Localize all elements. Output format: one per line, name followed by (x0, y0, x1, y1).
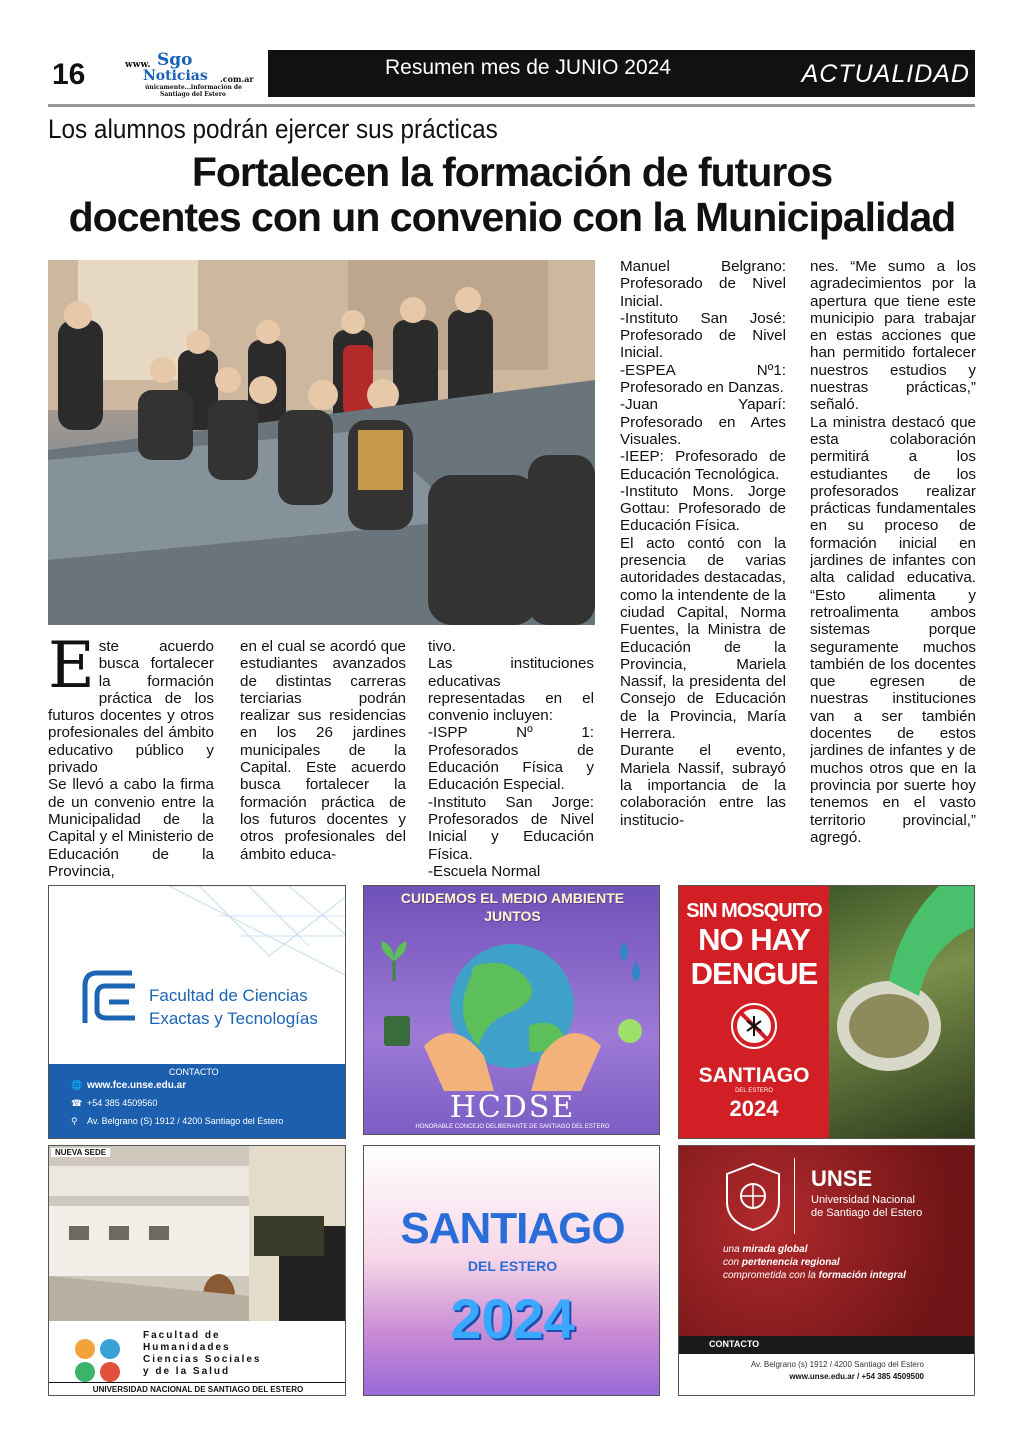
unse-full-line-2: de Santiago del Estero (811, 1207, 923, 1219)
column-1-paragraph-2: Se llevó a cabo la firma de un convenio entre la Municipalidad de la Capital y el Ministerio de Educación de la Provincia, (48, 776, 214, 878)
unse-web-phone[interactable]: www.unse.edu.ar / +54 385 4509500 (789, 1372, 924, 1381)
column-4-item-5: -IEEP: Profesorado de Educación Tecnológica. (620, 448, 786, 483)
hcdse-footer: HONORABLE CONCEJO DELIBERANTE DE SANTIAGO DEL ESTERO (415, 1124, 610, 1130)
building-photo-illustration (49, 1146, 346, 1321)
fce-name-line-2: Exactas y Tecnologías (149, 1009, 318, 1028)
article-kicker: Los alumnos podrán ejercer sus prácticas (48, 114, 498, 144)
unse-slogan-3: comprometida con la formación integral (723, 1270, 906, 1281)
article-column-3 (428, 638, 594, 878)
column-4-paragraph-1: El acto contó con la presencia de varias autoridades destacadas, como la intendente de la ciudad Capital, Norma Fuentes, la Ministra de Educación de la Provincia, Mariela Nassif, la presidenta del Consejo de Educación de la Provincia, María Herrera. (620, 534, 786, 743)
santiago-year: 2024 (450, 1287, 575, 1350)
water-drops-icon (620, 941, 640, 981)
unse-address: Av. Belgrano (s) 1912 / 4200 Santiago del Estero (750, 1360, 924, 1369)
logo-tagline: únicamente...información de (145, 84, 242, 91)
location-pin-icon: ⚲ (71, 1116, 78, 1126)
column-3-item-2: -Instituto San Jorge: Profesorados de Nivel Inicial y Educación Física. (428, 793, 594, 863)
meeting-photo-illustration (48, 260, 595, 625)
fhu-name-line-1: Facultad de (143, 1330, 221, 1341)
column-4-item-2: -Instituto San José: Profesorado de Nivel Inicial. (620, 309, 786, 362)
article-column-1 (48, 638, 214, 878)
column-4-paragraph-2: Durante el evento, Mariela Nassif, subrayó la importancia de la colaboración entre las institucio- (620, 742, 786, 829)
ad-hcdse-environment[interactable] (363, 885, 660, 1135)
fhu-name-line-4: y de la Salud (143, 1366, 231, 1377)
header-rule (48, 104, 975, 107)
unse-slogan-1: una mirada global (723, 1244, 808, 1255)
column-1-text: ste acuerdo busca fortalecer la formación práctica de los futuros docentes y otros profesionales del ámbito educativo público y privado (48, 638, 214, 777)
fce-phone: +54 385 4509560 (87, 1098, 158, 1108)
santiago-sub: DEL ESTERO (467, 1258, 558, 1274)
phone-icon: ☎ (71, 1098, 83, 1108)
fhu-logo-icon (65, 1334, 131, 1384)
fce-address: Av. Belgrano (S) 1912 / 4200 Santiago del Estero (87, 1116, 284, 1126)
logo-tagline-2: Santiago del Estero (160, 91, 226, 98)
dengue-brand: SANTIAGO (698, 1064, 810, 1087)
fhu-name-line-2: Humanidades (143, 1342, 231, 1353)
issue-title: Resumen mes de JUNIO 2024 (385, 56, 671, 79)
logo-sgo: Sgo (157, 50, 193, 70)
sgo-noticias-logo[interactable] (125, 50, 265, 98)
earth-in-hands-icon (364, 926, 660, 1096)
headline-line-2: docentes con un convenio con la Municipalidad (68, 194, 956, 240)
dengue-line-3: DENGUE (690, 956, 818, 991)
unse-full-line-1: Universidad Nacional (811, 1194, 915, 1206)
dengue-line-2: NO HAY (698, 922, 810, 957)
ad-santiago-2024[interactable] (363, 1145, 660, 1396)
page-number: 16 (52, 58, 86, 91)
unse-crest-icon (723, 1162, 783, 1232)
column-5-paragraph-1: nes. “Me sumo a los agradecimientos por la apertura que tiene este municipio para trabajar en estas acciones que han permitido fortalecer nuestros estudios y nuestras prácticas,” señaló. (810, 258, 976, 414)
plant-icon (382, 941, 407, 981)
column-3-paragraph-2: Las instituciones educativas representadas en el convenio incluyen: (428, 655, 594, 725)
hcdse-title-line-1: CUIDEMOS EL MEDIO AMBIENTE (400, 890, 625, 906)
section-name: ACTUALIDAD (801, 60, 970, 88)
drop-cap: E (48, 638, 95, 703)
dengue-line-1: SIN MOSQUITO (686, 900, 822, 922)
column-3-item-3: -Escuela Normal (428, 862, 541, 878)
column-4-item-3: -ESPEA Nº1: Profesorado en Danzas. (620, 361, 786, 397)
column-3-item-1: -ISPP Nº 1: Profesorados de Educación Física y Educación Especial. (428, 724, 594, 794)
column-5-paragraph-2: La ministra destacó que esta colaboración permitirá a los estudiantes de los profesorados realizar prácticas fundamentales en su proceso de formación inicial en jardines de infantes con alta calidad educativa. “Esto alimenta y retroalimenta ambos sistemas porque seguramente muchos también de los docentes que egresen de nuestras instituciones van a ser también docentes de estos jardines de infantes y de muchos otros que en la provincia por suerte hoy tenemos en el vasto territorio provincial,” agregó. (810, 413, 976, 846)
gloved-hand-bucket-illustration (829, 886, 975, 1139)
column-4-item-1: Manuel Belgrano: Profesorado de Nivel Inicial. (620, 258, 786, 310)
article-column-5 (810, 258, 976, 878)
dengue-year: 2024 (729, 1096, 779, 1121)
lightbulb-icon (618, 1019, 642, 1043)
logo-www: www. (125, 60, 151, 70)
new-site-badge: NUEVA SEDE (51, 1148, 110, 1157)
logo-noticias: Noticias (143, 68, 208, 84)
ad-unse[interactable] (678, 1145, 975, 1396)
ad-fce-unse[interactable] (48, 885, 346, 1139)
unse-slogan-2: con pertenencia regional (723, 1257, 840, 1268)
column-4-item-6: -Instituto Mons. Jorge Gottau: Profesorado de Educación Física. (620, 482, 786, 535)
column-3-paragraph-1: tivo. (428, 638, 456, 655)
article-column-4 (620, 258, 786, 878)
article-photo (48, 260, 595, 625)
fce-contact-label: CONTACTO (169, 1067, 219, 1077)
santiago-brand: SANTIAGO (400, 1204, 625, 1253)
fce-name-line-1: Facultad de Ciencias (149, 986, 308, 1005)
article-column-2 (240, 638, 406, 878)
web-icon: 🌐 (71, 1080, 83, 1090)
headline-line-1: Fortalecen la formación de futuros (191, 149, 833, 195)
recycle-bin-icon (384, 1016, 410, 1046)
no-mosquito-icon (729, 1001, 779, 1051)
fhu-name-line-3: Ciencias Sociales (143, 1354, 262, 1365)
hcdse-title-line-2: JUNTOS (484, 908, 541, 924)
column-2-text: en el cual se acordó que estudiantes avanzados de distintas carreras terciarias podrán realizar sus residencias en los 26 jardines municipales de la Capital. Este acuerdo busca fortalecer la formación práctica de los futuros docentes y otros profesionales del ámbito educa- (240, 638, 406, 863)
unse-contact-label: CONTACTO (709, 1339, 760, 1349)
logo-domain: .com.ar (220, 74, 254, 84)
hcdse-logo: HCDSE (449, 1090, 576, 1125)
fce-web[interactable]: www.fce.unse.edu.ar (87, 1080, 187, 1091)
column-4-item-4: -Juan Yaparí: Profesorado en Artes Visuales. (620, 396, 786, 448)
fhu-university: UNIVERSIDAD NACIONAL DE SANTIAGO DEL ESTERO (49, 1382, 346, 1394)
fce-logo-icon (77, 968, 139, 1028)
ad-dengue-campaign[interactable] (678, 885, 975, 1139)
ad-fhu-unse[interactable] (48, 1145, 346, 1396)
unse-acronym: UNSE (811, 1166, 873, 1191)
dengue-brand-sub: DEL ESTERO (735, 1088, 773, 1094)
